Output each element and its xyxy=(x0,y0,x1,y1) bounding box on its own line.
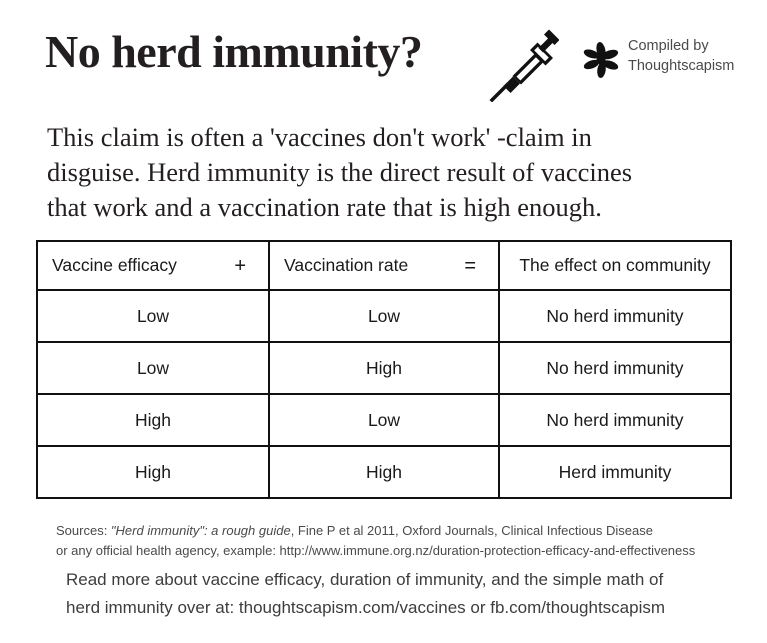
lede-line-1: This claim is often a 'vaccines don't work' -claim in xyxy=(47,122,592,152)
equals-operator-icon: = xyxy=(464,254,476,277)
plus-operator-icon: + xyxy=(234,254,246,277)
cell-effect: No herd immunity xyxy=(499,394,731,446)
column-header-label: The effect on community xyxy=(519,255,711,275)
column-header-label: Vaccine efficacy xyxy=(52,255,177,275)
footer-line-1: Read more about vaccine efficacy, duration of immunity, and the simple math of xyxy=(66,570,664,589)
lede-line-3: that work and a vaccination rate that is high enough. xyxy=(47,192,602,222)
footer-line-2: herd immunity over at: thoughtscapism.com/vaccines or fb.com/thoughtscapism xyxy=(66,598,666,617)
table-row xyxy=(37,394,731,446)
cell-efficacy: High xyxy=(37,394,269,446)
cell-rate: Low xyxy=(269,290,499,342)
table-header-row xyxy=(37,241,731,290)
brand-line-1: Compiled by xyxy=(628,38,709,54)
cell-rate: Low xyxy=(269,394,499,446)
table-body xyxy=(37,290,731,498)
sources-citation-rest: , Fine P et al 2011, Oxford Journals, Clinical Infectious Disease xyxy=(290,523,653,538)
column-header-vaccine-efficacy xyxy=(37,241,269,290)
table-row xyxy=(37,342,731,394)
syringe-icon xyxy=(487,28,559,102)
brand-attribution xyxy=(581,36,767,88)
brand-line-2: Thoughtscapism xyxy=(628,58,735,74)
poster-header xyxy=(0,0,767,110)
sources-citation-title: "Herd immunity": a rough guide xyxy=(110,523,291,538)
sources-block xyxy=(56,521,756,560)
table-row xyxy=(37,290,731,342)
column-header-label: Vaccination rate xyxy=(284,255,409,275)
column-header-vaccination-rate xyxy=(269,241,499,290)
flower-logo-icon xyxy=(581,40,621,80)
sources-line-2: or any official health agency, example: http://www.immune.org.nz/duration-protection-efficacy-and-effectiveness xyxy=(56,542,696,558)
cell-effect: Herd immunity xyxy=(499,446,731,498)
column-header-effect-on-community xyxy=(499,241,731,290)
cell-efficacy: High xyxy=(37,446,269,498)
cell-rate: High xyxy=(269,342,499,394)
sources-line-1 xyxy=(56,521,756,541)
sources-prefix: Sources: xyxy=(56,523,111,538)
footer-callout xyxy=(66,566,756,622)
herd-immunity-matrix-table xyxy=(36,240,732,499)
cell-rate: High xyxy=(269,446,499,498)
brand-text xyxy=(628,36,734,76)
cell-effect: No herd immunity xyxy=(499,290,731,342)
cell-efficacy: Low xyxy=(37,290,269,342)
page-title: No herd immunity? xyxy=(45,26,423,77)
cell-effect: No herd immunity xyxy=(499,342,731,394)
lede-line-2: disguise. Herd immunity is the direct result of vaccines xyxy=(47,157,633,187)
cell-efficacy: Low xyxy=(37,342,269,394)
table-row xyxy=(37,446,731,498)
lede-paragraph xyxy=(47,120,727,225)
